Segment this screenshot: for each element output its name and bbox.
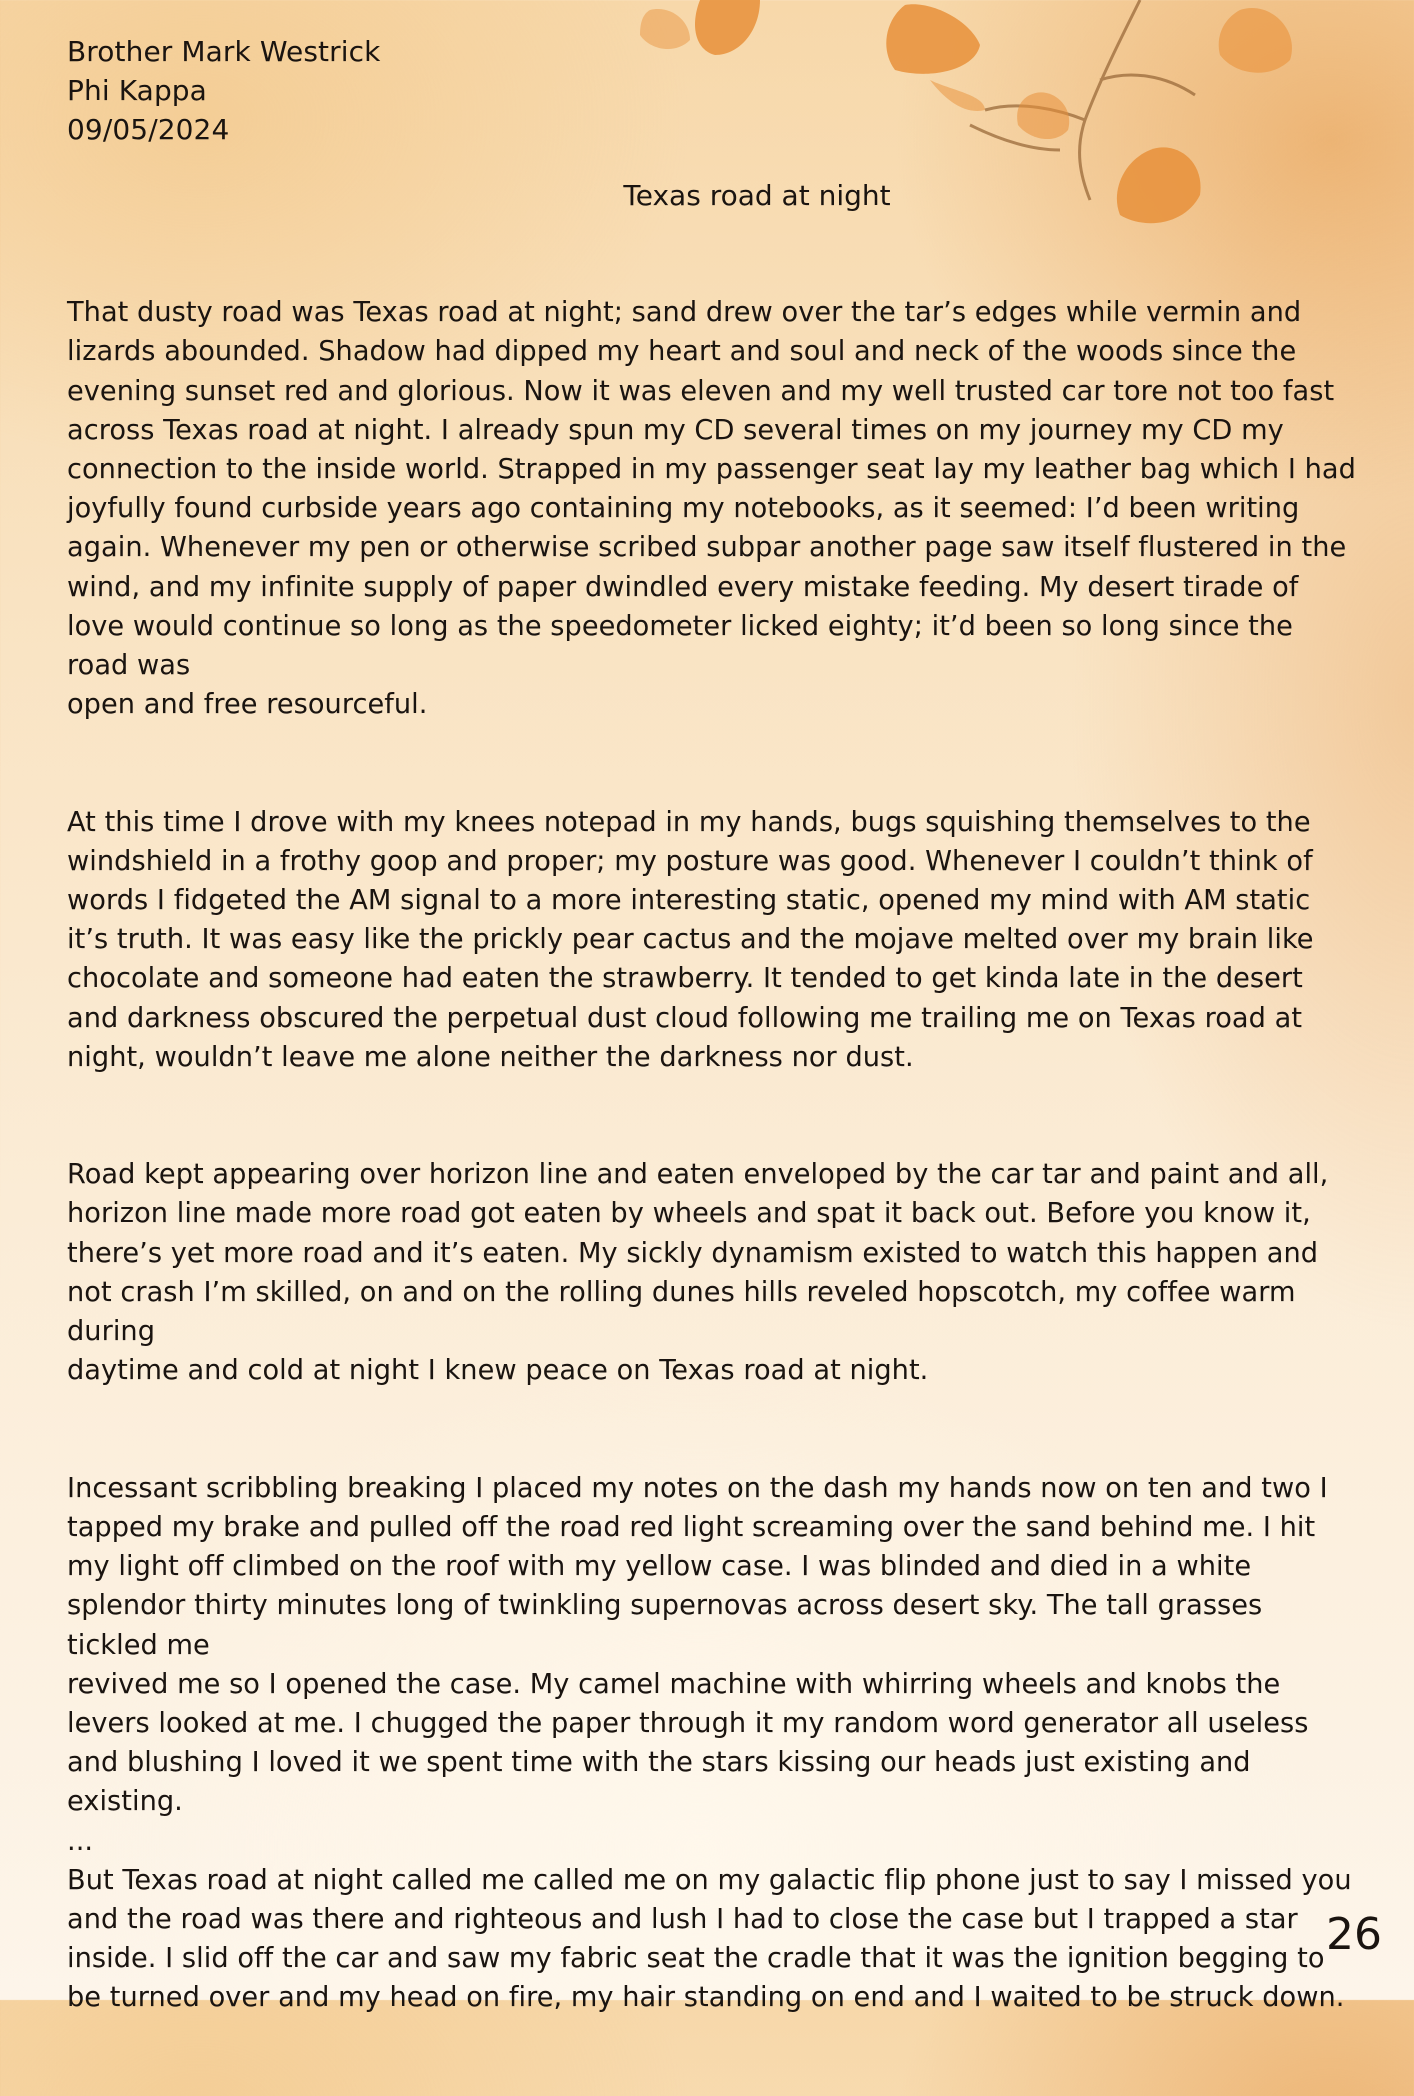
date: 09/05/2024 [67, 113, 230, 146]
paragraph-3: Road kept appearing over horizon line and eaten enveloped by the car tar and paint and all, horizon line made more road got eaten by wheels and spat it back out. Before you know it, there’s yet more road and it’s eaten. My sickly dynamism existed to watch this happen and not crash I’m skilled, on and on the rolling dunes hills reveled hopscotch, my coffee warm during daytime and cold at night I knew peace on Texas road at night. [67, 1159, 1329, 1387]
chapter-name: Phi Kappa [67, 74, 207, 107]
author-name: Brother Mark Westrick [67, 35, 381, 68]
story-body [67, 254, 1357, 2096]
paragraph-4: Incessant scribbling breaking I placed my notes on the dash my hands now on ten and two I tapped my brake and pulled off the road red light screaming over the sand behind me. I hit my light off climbed on the roof with my yellow case. I was blinded and died in a white splendor thirty minutes long of twinkling supernovas across desert sky. The tall grasses tickled me revived me so I opened the case. My camel machine with whirring wheels and knobs the levers looked at me. I chugged the paper through it my random word generator all useless and blushing I loved it we spent time with the stars kissing our heads just existing and existing. ... But Texas road at night called me called me on my galactic flip phone just to say I missed you and the road was there and righteous and lush I had to close the case but I trapped a star inside. I slid off the car and saw my fabric seat the cradle that it was the ignition begging to be turned over and my head on fire, my hair standing on end and I waited to be struck down. [67, 1472, 1352, 2014]
paragraph-2: At this time I drove with my knees notepad in my hands, bugs squishing themselves to the windshield in a frothy goop and proper; my posture was good. Whenever I couldn’t think of words I fidgeted the AM signal to a more interesting static, opened my mind with AM static it’s truth. It was easy like the prickly pear cactus and the mojave melted over my brain like chocolate and someone had eaten the strawberry. It tended to get kinda late in the desert and darkness obscured the perpetual dust cloud following me trailing me on Texas road at night, wouldn’t leave me alone neither the darkness nor dust. [67, 806, 1314, 1073]
page-number: 26 [1326, 1909, 1382, 1960]
paragraph-1: That dusty road was Texas road at night; sand drew over the tar’s edges while vermin and lizards abounded. Shadow had dipped my heart and soul and neck of the woods since the evening sunset red and glorious. Now it was eleven and my well trusted car tore not too fast across Texas road at night. I already spun my CD several times on my journey my CD my connection to the inside world. Strapped in my passenger seat lay my leather bag which I had joyfully found curbside years ago containing my notebooks, as it seemed: I’d been writing again. Whenever my pen or otherwise scribed subpar another page saw itself flustered in the wind, and my infinite supply of paper dwindled every mistake feeding. My desert tirade of love would continue so long as the speedometer licked eighty; it’d been so long since the road was open and free resourceful. [67, 297, 1356, 721]
document-page [67, 32, 1357, 2096]
poem-title: Texas road at night [623, 179, 891, 212]
